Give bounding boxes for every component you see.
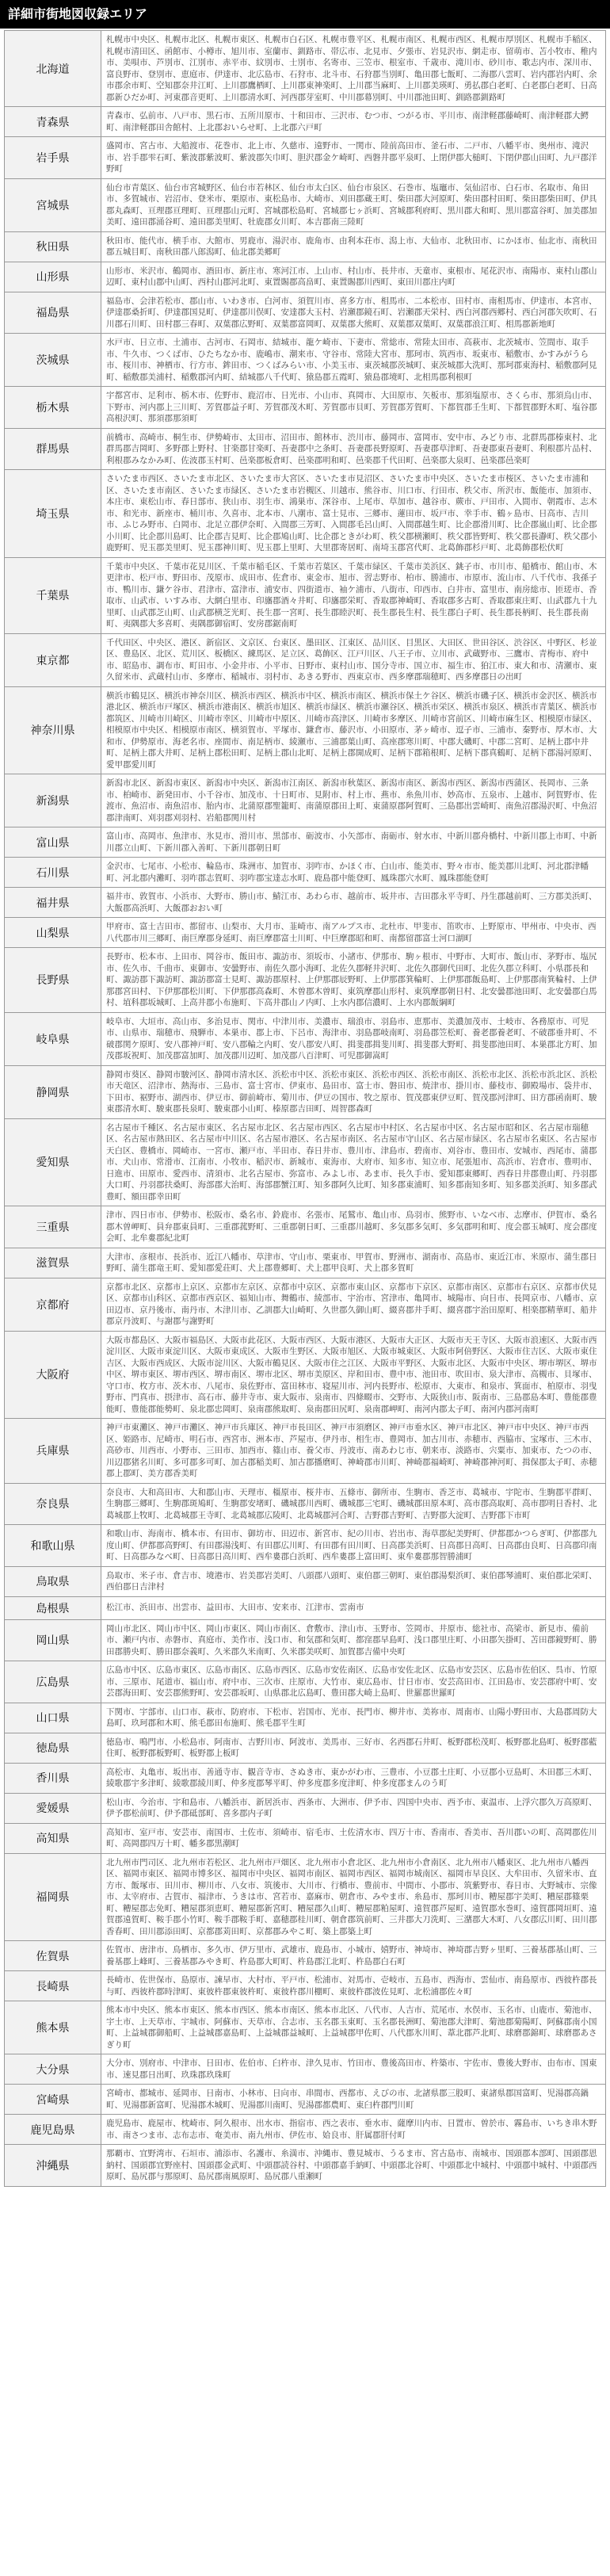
- prefecture-city-list: 京都市北区、京都市上京区、京都市左京区、京都市中京区、京都市東山区、京都市下京区、京都市南区、京都市右京区、京都市伏見区、京都市山科区、京都市西京区、福知山市、舞鶴市、綾部市、宇治市、宮津市、亀岡市、城陽市、向日市、長岡京市、八幡市、京田辺市、京丹後市、南丹市、木津川市、乙訓郡大山崎町、久世郡久御山町、綴喜郡井手町、綴喜郡宇治田原町、相楽郡精華町、船井郡京丹波町、与謝郡与謝野町: [101, 1278, 606, 1331]
- prefecture-city-list: 千代田区、中央区、港区、新宿区、文京区、台東区、墨田区、江東区、品川区、目黒区、大田区、世田谷区、渋谷区、中野区、杉並区、豊島区、北区、荒川区、板橋区、練馬区、足立区、葛飾区、江戸川区、八王子市、立川市、武蔵野市、三鷹市、青梅市、府中市、昭島市、調布市、町田市、小金井市、小平市、日野市、東村山市、国分寺市、国立市、福生市、狛江市、東大和市、清瀬市、東久留米市、武蔵村山市、多摩市、稲城市、羽村市、あきる野市、西東京市、西多摩郡瑞穂町、西多摩郡日の出町: [101, 633, 606, 686]
- prefecture-name: 岡山県: [5, 1619, 101, 1661]
- coverage-table-body: [5, 31, 606, 2187]
- prefecture-city-list: 福井市、敦賀市、小浜市、大野市、勝山市、鯖江市、あわら市、越前市、坂井市、吉田郡永平寺町、丹生郡越前町、三方郡美浜町、大飯郡高浜町、大飯郡おおい町: [101, 888, 606, 918]
- prefecture-row: [5, 1619, 606, 1661]
- prefecture-name: 佐賀県: [5, 1941, 101, 1971]
- prefecture-name: 愛媛県: [5, 1793, 101, 1823]
- prefecture-row: [5, 137, 606, 179]
- prefecture-city-list: 津市、四日市市、伊勢市、松阪市、桑名市、鈴鹿市、名張市、尾鷲市、亀山市、鳥羽市、熊野市、いなべ市、志摩市、伊賀市、桑名郡木曽岬町、員弁郡東員町、三重郡菰野町、三重郡朝日町、三重郡川越町、多気郡多気町、多気郡明和町、度会郡玉城町、度会郡度会町、北牟婁郡紀北町: [101, 1206, 606, 1248]
- prefecture-city-list: 水戸市、日立市、土浦市、古河市、石岡市、結城市、龍ケ崎市、下妻市、常総市、常陸太田市、高萩市、北茨城市、笠間市、取手市、牛久市、つくば市、ひたちなか市、鹿嶋市、潮来市、守谷市、常陸大宮市、那珂市、筑西市、坂東市、稲敷市、かすみがうら市、桜川市、神栖市、行方市、鉾田市、つくばみらい市、小美玉市、東茨城郡茨城町、東茨城郡大洗町、那珂郡東海村、稲敷郡阿見町、稲敷郡美浦村、稲敷郡河内町、結城郡八千代町、猿島郡五霞町、猿島郡境町、北相馬郡利根町: [101, 334, 606, 387]
- prefecture-name: 広島県: [5, 1661, 101, 1703]
- prefecture-name: 青森県: [5, 107, 101, 137]
- prefecture-name: 長崎県: [5, 1971, 101, 2001]
- prefecture-name: 茨城県: [5, 334, 101, 387]
- prefecture-city-list: 札幌市中央区、札幌市北区、札幌市東区、札幌市白石区、札幌市豊平区、札幌市南区、札幌市西区、札幌市厚別区、札幌市手稲区、札幌市清田区、函館市、小樽市、旭川市、室蘭市、釧路市、帯広市、北見市、夕張市、岩見沢市、網走市、留萌市、苫小牧市、稚内市、美唄市、芦別市、江別市、赤平市、紋別市、士別市、名寄市、三笠市、根室市、千歳市、滝川市、砂川市、歌志内市、深川市、富良野市、登別市、恵庭市、伊達市、北広島市、石狩市、北斗市、石狩郡当別町、亀田郡七飯町、二海郡八雲町、岩内郡岩内町、余市郡余市町、空知郡奈井江町、上川郡鷹栖町、上川郡東神楽町、上川郡当麻町、上川郡美瑛町、勇払郡白老町、白老郡白老町、日高郡新ひだか町、河東郡音更町、上川郡清水町、河西郡芽室町、中川郡幕別町、中川郡池田町、釧路郡釧路町: [101, 31, 606, 107]
- prefecture-city-list: 仙台市青葉区、仙台市宮城野区、仙台市若林区、仙台市太白区、仙台市泉区、石巻市、塩竈市、気仙沼市、白石市、名取市、角田市、多賀城市、岩沼市、登米市、栗原市、東松島市、大崎市、刈田郡蔵王町、柴田郡大河原町、柴田郡村田町、柴田郡柴田町、伊具郡丸森町、亘理郡亘理町、亘理郡山元町、宮城郡松島町、宮城郡七ヶ浜町、宮城郡利府町、黒川郡大和町、黒川郡富谷町、加美郡加美町、遠田郡涌谷町、遠田郡美里町、牡鹿郡女川町、本吉郡南三陸町: [101, 178, 606, 231]
- prefecture-city-list: 横浜市鶴見区、横浜市神奈川区、横浜市西区、横浜市中区、横浜市南区、横浜市保土ケ谷区、横浜市磯子区、横浜市金沢区、横浜市港北区、横浜市戸塚区、横浜市港南区、横浜市旭区、横浜市緑区、横浜市瀬谷区、横浜市栄区、横浜市泉区、横浜市青葉区、横浜市都筑区、川崎市川崎区、川崎市幸区、川崎市中原区、川崎市高津区、川崎市多摩区、川崎市宮前区、川崎市麻生区、相模原市緑区、相模原市中央区、相模原市南区、横須賀市、平塚市、鎌倉市、藤沢市、小田原市、茅ヶ崎市、逗子市、三浦市、秦野市、厚木市、大和市、伊勢原市、海老名市、座間市、南足柄市、綾瀬市、三浦郡葉山町、高座郡寒川町、中郡大磯町、中郡二宮町、足柄上郡中井町、足柄上郡大井町、足柄上郡松田町、足柄上郡山北町、足柄上郡開成町、足柄下郡箱根町、足柄下郡真鶴町、足柄下郡湯河原町、愛甲郡愛川町: [101, 686, 606, 774]
- prefecture-name: 石川県: [5, 858, 101, 888]
- prefecture-name: 滋賀県: [5, 1248, 101, 1278]
- prefecture-name: 山形県: [5, 262, 101, 292]
- prefecture-city-list: 山形市、米沢市、鶴岡市、酒田市、新庄市、寒河江市、上山市、村山市、長井市、天童市、東根市、尾花沢市、南陽市、東村山郡山辺町、東村山郡中山町、西村山郡河北町、東置賜郡高畠町、東置賜郡川西町、東田川郡庄内町: [101, 262, 606, 292]
- prefecture-row: [5, 1793, 606, 1823]
- prefecture-city-list: 福島市、会津若松市、郡山市、いわき市、白河市、須賀川市、喜多方市、相馬市、二本松市、田村市、南相馬市、伊達市、本宮市、伊達郡桑折町、伊達郡国見町、伊達郡川俣町、安達郡大玉村、岩瀬郡鏡石町、岩瀬郡天栄村、西白河郡西郷村、西白河郡矢吹町、石川郡石川町、田村郡三春町、双葉郡広野町、双葉郡富岡町、双葉郡大熊町、双葉郡双葉町、双葉郡浪江町、相馬郡新地町: [101, 292, 606, 334]
- prefecture-city-list: 広島市中区、広島市東区、広島市南区、広島市西区、広島市安佐南区、広島市安佐北区、広島市安芸区、広島市佐伯区、呉市、竹原市、三原市、尾道市、福山市、府中市、三次市、庄原市、大竹市、東広島市、廿日市市、安芸高田市、江田島市、安芸郡府中町、安芸郡海田町、安芸郡熊野町、安芸郡坂町、山県郡北広島町、豊田郡大崎上島町、世羅郡世羅町: [101, 1661, 606, 1703]
- prefecture-city-list: 松江市、浜田市、出雲市、益田市、大田市、安来市、江津市、雲南市: [101, 1596, 606, 1619]
- prefecture-row: [5, 686, 606, 774]
- prefecture-name: 大分県: [5, 2054, 101, 2085]
- prefecture-name: 千葉県: [5, 557, 101, 633]
- prefecture-name: 愛知県: [5, 1118, 101, 1206]
- prefecture-name: 徳島県: [5, 1733, 101, 1763]
- prefecture-row: [5, 387, 606, 429]
- page-header: [0, 0, 610, 29]
- prefecture-row: [5, 557, 606, 633]
- prefecture-row: [5, 1661, 606, 1703]
- prefecture-city-list: 盛岡市、宮古市、大船渡市、花巻市、北上市、久慈市、遠野市、一関市、陸前高田市、釜石市、二戸市、八幡平市、奥州市、滝沢市、岩手郡雫石町、紫波郡紫波町、紫波郡矢巾町、胆沢郡金ケ崎町、西磐井郡平泉町、上閉伊郡大槌町、下閉伊郡山田町、九戸郡洋野町: [101, 137, 606, 179]
- prefecture-name: 東京都: [5, 633, 101, 686]
- prefecture-city-list: 金沢市、七尾市、小松市、輪島市、珠洲市、加賀市、羽咋市、かほく市、白山市、能美市、野々市市、能美郡川北町、河北郡津幡町、河北郡内灘町、羽咋郡志賀町、羽咋郡宝達志水町、鹿島郡中能登町、鳳珠郡穴水町、鳳珠郡能登町: [101, 858, 606, 888]
- prefecture-name: 長野県: [5, 948, 101, 1013]
- prefecture-city-list: 富山市、高岡市、魚津市、氷見市、滑川市、黒部市、砺波市、小矢部市、南砺市、射水市、中新川郡舟橋村、中新川郡上市町、中新川郡立山町、下新川郡入善町、下新川郡朝日町: [101, 827, 606, 858]
- prefecture-city-list: 和歌山市、海南市、橋本市、有田市、御坊市、田辺市、新宮市、紀の川市、岩出市、海草郡紀美野町、伊都郡かつらぎ町、伊都郡九度山町、伊都郡高野町、有田郡湯浅町、有田郡広川町、有田郡有田川町、日高郡美浜町、日高郡日高町、日高郡由良町、日高郡印南町、日高郡みなべ町、日高郡日高川町、西牟婁郡白浜町、西牟婁郡上富田町、東牟婁郡那智勝浦町: [101, 1525, 606, 1567]
- prefecture-name: 静岡県: [5, 1065, 101, 1118]
- prefecture-name: 福島県: [5, 292, 101, 334]
- prefecture-name: 京都府: [5, 1278, 101, 1331]
- prefecture-row: [5, 1331, 606, 1419]
- prefecture-city-list: 名古屋市千種区、名古屋市東区、名古屋市北区、名古屋市西区、名古屋市中村区、名古屋市中区、名古屋市昭和区、名古屋市瑞穂区、名古屋市熱田区、名古屋市中川区、名古屋市港区、名古屋市南区、名古屋市守山区、名古屋市緑区、名古屋市名東区、名古屋市天白区、豊橋市、岡崎市、一宮市、瀬戸市、半田市、春日井市、豊川市、津島市、碧南市、刈谷市、豊田市、安城市、西尾市、蒲郡市、犬山市、常滑市、江南市、小牧市、稲沢市、新城市、東海市、大府市、知多市、知立市、尾張旭市、高浜市、岩倉市、豊明市、日進市、田原市、愛西市、清須市、北名古屋市、弥富市、みよし市、あま市、長久手市、愛知郡東郷町、西春日井郡豊山町、丹羽郡大口町、丹羽郡扶桑町、海部郡大治町、海部郡蟹江町、知多郡阿久比町、知多郡東浦町、知多郡南知多町、知多郡美浜町、知多郡武豊町、額田郡幸田町: [101, 1118, 606, 1206]
- prefecture-name: 熊本県: [5, 2001, 101, 2054]
- prefecture-name: 秋田県: [5, 231, 101, 262]
- prefecture-city-list: 奈良市、大和高田市、大和郡山市、天理市、橿原市、桜井市、五條市、御所市、生駒市、香芝市、葛城市、宇陀市、生駒郡平群町、生駒郡三郷町、生駒郡斑鳩町、生駒郡安堵町、磯城郡川西町、磯城郡三宅町、磯城郡田原本町、高市郡高取町、高市郡明日香村、北葛城郡上牧町、北葛城郡王寺町、北葛城郡広陵町、北葛城郡河合町、吉野郡吉野町、吉野郡大淀町、吉野郡下市町: [101, 1483, 606, 1525]
- prefecture-name: 奈良県: [5, 1483, 101, 1525]
- prefecture-name: 北海道: [5, 31, 101, 107]
- prefecture-city-list: 那覇市、宜野湾市、石垣市、浦添市、名護市、糸満市、沖縄市、豊見城市、うるま市、宮古島市、南城市、国頭郡本部町、国頭郡恩納村、国頭郡宜野座村、国頭郡金武町、中頭郡読谷村、中頭郡嘉手納町、中頭郡北谷町、中頭郡北中城村、中頭郡中城村、中頭郡西原町、島尻郡与那原町、島尻郡南風原町、島尻郡八重瀬町: [101, 2145, 606, 2187]
- page-title: 詳細市街地図収録エリア: [8, 6, 148, 21]
- prefecture-row: [5, 1763, 606, 1793]
- prefecture-city-list: 岡山市北区、岡山市中区、岡山市東区、岡山市南区、倉敷市、津山市、玉野市、笠岡市、井原市、総社市、高梁市、新見市、備前市、瀬戸内市、赤磐市、真庭市、美作市、浅口市、和気郡和気町、都窪郡早島町、浅口郡里庄町、小田郡矢掛町、苫田郡鏡野町、勝田郡勝央町、勝田郡奈義町、久米郡久米南町、久米郡美咲町、加賀郡吉備中央町: [101, 1619, 606, 1661]
- prefecture-row: [5, 1248, 606, 1278]
- prefecture-name: 福岡県: [5, 1853, 101, 1941]
- prefecture-city-list: 静岡市葵区、静岡市駿河区、静岡市清水区、浜松市中区、浜松市東区、浜松市西区、浜松市南区、浜松市北区、浜松市浜北区、浜松市天竜区、沼津市、熱海市、三島市、富士宮市、伊東市、島田市、富士市、磐田市、焼津市、掛川市、藤枝市、御殿場市、袋井市、下田市、裾野市、湖西市、伊豆市、御前崎市、菊川市、伊豆の国市、牧之原市、賀茂郡東伊豆町、賀茂郡河津町、田方郡函南町、駿東郡清水町、駿東郡長泉町、駿東郡小山町、榛原郡吉田町、周智郡森町: [101, 1065, 606, 1118]
- prefecture-row: [5, 2115, 606, 2145]
- prefecture-row: [5, 292, 606, 334]
- prefecture-row: [5, 2054, 606, 2085]
- prefecture-row: [5, 2085, 606, 2115]
- prefecture-row: [5, 1566, 606, 1596]
- prefecture-name: 富山県: [5, 827, 101, 858]
- prefecture-name: 神奈川県: [5, 686, 101, 774]
- prefecture-city-list: 秋田市、能代市、横手市、大館市、男鹿市、湯沢市、鹿角市、由利本荘市、潟上市、大仙市、北秋田市、にかほ市、仙北市、南秋田郡五城目町、南秋田郡八郎潟町、仙北郡美郷町: [101, 231, 606, 262]
- prefecture-name: 岩手県: [5, 137, 101, 179]
- prefecture-row: [5, 918, 606, 948]
- prefecture-name: 沖縄県: [5, 2145, 101, 2187]
- prefecture-row: [5, 1012, 606, 1065]
- prefecture-city-list: 青森市、弘前市、八戸市、黒石市、五所川原市、十和田市、三沢市、むつ市、つがる市、平川市、南津軽郡藤崎町、南津軽郡大鰐町、南津軽郡田舎館村、上北郡おいらせ町、上北郡六戸町: [101, 107, 606, 137]
- prefecture-name: 新潟県: [5, 774, 101, 827]
- prefecture-city-list: 熊本市中央区、熊本市東区、熊本市西区、熊本市南区、熊本市北区、八代市、人吉市、荒尾市、水俣市、玉名市、山鹿市、菊池市、宇土市、上天草市、宇城市、阿蘇市、天草市、合志市、玉名郡玉東町、玉名郡長洲町、菊池郡大津町、菊池郡菊陽町、阿蘇郡南小国町、上益城郡御船町、上益城郡嘉島町、上益城郡益城町、上益城郡甲佐町、八代郡氷川町、葦北郡芦北町、球磨郡錦町、球磨郡あさぎり町: [101, 2001, 606, 2054]
- prefecture-row: [5, 1853, 606, 1941]
- prefecture-row: [5, 1525, 606, 1567]
- prefecture-row: [5, 1419, 606, 1484]
- prefecture-city-list: 大分市、別府市、中津市、日田市、佐伯市、臼杵市、津久見市、竹田市、豊後高田市、杵築市、宇佐市、豊後大野市、由布市、国東市、速見郡日出町、玖珠郡玖珠町: [101, 2054, 606, 2085]
- prefecture-city-list: 大阪市都島区、大阪市福島区、大阪市此花区、大阪市西区、大阪市港区、大阪市大正区、大阪市天王寺区、大阪市浪速区、大阪市西淀川区、大阪市東淀川区、大阪市東成区、大阪市生野区、大阪市旭区、大阪市城東区、大阪市阿倍野区、大阪市住吉区、大阪市東住吉区、大阪市西成区、大阪市淀川区、大阪市鶴見区、大阪市住之江区、大阪市平野区、大阪市北区、大阪市中央区、堺市堺区、堺市中区、堺市東区、堺市西区、堺市南区、堺市北区、堺市美原区、岸和田市、豊中市、池田市、吹田市、泉大津市、高槻市、貝塚市、守口市、枚方市、茨木市、八尾市、泉佐野市、富田林市、寝屋川市、河内長野市、松原市、大東市、和泉市、箕面市、柏原市、羽曳野市、門真市、摂津市、高石市、藤井寺市、東大阪市、泉南市、四條畷市、交野市、大阪狭山市、阪南市、三島郡島本町、豊能郡豊能町、豊能郡能勢町、泉北郡忠岡町、泉南郡熊取町、泉南郡田尻町、泉南郡岬町、南河内郡太子町、南河内郡河南町: [101, 1331, 606, 1419]
- prefecture-name: 岐阜県: [5, 1012, 101, 1065]
- prefecture-name: 香川県: [5, 1763, 101, 1793]
- prefecture-row: [5, 1596, 606, 1619]
- prefecture-row: [5, 2145, 606, 2187]
- prefecture-row: [5, 178, 606, 231]
- prefecture-city-list: 高松市、丸亀市、坂出市、善通寺市、観音寺市、さぬき市、東かがわ市、三豊市、小豆郡土庄町、小豆郡小豆島町、木田郡三木町、綾歌郡宇多津町、綾歌郡綾川町、仲多度郡琴平町、仲多度郡多度津町、仲多度郡まんのう町: [101, 1763, 606, 1793]
- prefecture-city-list: 松山市、今治市、宇和島市、八幡浜市、新居浜市、西条市、大洲市、伊予市、四国中央市、西予市、東温市、上浮穴郡久万高原町、伊予郡松前町、伊予郡砥部町、喜多郡内子町: [101, 1793, 606, 1823]
- prefecture-row: [5, 262, 606, 292]
- prefecture-city-list: 鳥取市、米子市、倉吉市、境港市、岩美郡岩美町、八頭郡八頭町、東伯郡三朝町、東伯郡湯梨浜町、東伯郡琴浦町、東伯郡北栄町、西伯郡日吉津村: [101, 1566, 606, 1596]
- prefecture-city-list: 鹿児島市、鹿屋市、枕崎市、阿久根市、出水市、指宿市、西之表市、垂水市、薩摩川内市、日置市、曽於市、霧島市、いちき串木野市、南さつま市、志布志市、奄美市、南九州市、伊佐市、姶良市、肝属郡肝付町: [101, 2115, 606, 2145]
- prefecture-city-list: 岐阜市、大垣市、高山市、多治見市、関市、中津川市、美濃市、瑞浪市、羽島市、恵那市、美濃加茂市、土岐市、各務原市、可児市、山県市、瑞穂市、飛騨市、本巣市、郡上市、下呂市、海津市、羽島郡岐南町、羽島郡笠松町、養老郡養老町、不破郡垂井町、不破郡関ケ原町、安八郡神戸町、安八郡輪之内町、安八郡安八町、揖斐郡揖斐川町、揖斐郡大野町、揖斐郡池田町、本巣郡北方町、加茂郡坂祝町、加茂郡富加町、加茂郡川辺町、加茂郡八百津町、可児郡御嵩町: [101, 1012, 606, 1065]
- prefecture-row: [5, 1278, 606, 1331]
- prefecture-city-list: 新潟市北区、新潟市東区、新潟市中央区、新潟市江南区、新潟市秋葉区、新潟市南区、新潟市西区、新潟市西蒲区、長岡市、三条市、柏崎市、新発田市、小千谷市、加茂市、十日町市、見附市、村上市、燕市、糸魚川市、妙高市、五泉市、上越市、阿賀野市、佐渡市、魚沼市、南魚沼市、胎内市、北蒲原郡聖籠町、南蒲原郡田上町、東蒲原郡阿賀町、三島郡出雲崎町、南魚沼郡湯沢町、中魚沼郡津南町、刈羽郡刈羽村、岩船郡関川村: [101, 774, 606, 827]
- prefecture-name: 宮崎県: [5, 2085, 101, 2115]
- prefecture-row: [5, 231, 606, 262]
- prefecture-city-list: 佐賀市、唐津市、鳥栖市、多久市、伊万里市、武雄市、鹿島市、小城市、嬉野市、神埼市、神埼郡吉野ヶ里町、三養基郡基山町、三養基郡上峰町、三養基郡みやき町、杵島郡大町町、杵島郡江北町、杵島郡白石町: [101, 1941, 606, 1971]
- prefecture-row: [5, 428, 606, 470]
- prefecture-city-list: 長崎市、佐世保市、島原市、諫早市、大村市、平戸市、松浦市、対馬市、壱岐市、五島市、西海市、雲仙市、南島原市、西彼杵郡長与町、西彼杵郡時津町、東彼杵郡東彼杵町、東彼杵郡川棚町、東彼杵郡波佐見町、北松浦郡佐々町: [101, 1971, 606, 2001]
- prefecture-row: [5, 858, 606, 888]
- prefecture-row: [5, 1703, 606, 1733]
- prefecture-row: [5, 1483, 606, 1525]
- prefecture-row: [5, 633, 606, 686]
- prefecture-city-list: 北九州市門司区、北九州市若松区、北九州市戸畑区、北九州市小倉北区、北九州市小倉南区、北九州市八幡東区、北九州市八幡西区、福岡市東区、福岡市博多区、福岡市中央区、福岡市南区、福岡市西区、福岡市城南区、福岡市早良区、大牟田市、久留米市、直方市、飯塚市、田川市、柳川市、八女市、筑後市、大川市、行橋市、豊前市、中間市、小郡市、筑紫野市、春日市、大野城市、宗像市、太宰府市、古賀市、福津市、うきは市、宮若市、嘉麻市、朝倉市、みやま市、糸島市、那珂川市、糟屋郡宇美町、糟屋郡篠栗町、糟屋郡志免町、糟屋郡須恵町、糟屋郡新宮町、糟屋郡久山町、糟屋郡粕屋町、遠賀郡芦屋町、遠賀郡水巻町、遠賀郡岡垣町、遠賀郡遠賀町、鞍手郡小竹町、鞍手郡鞍手町、嘉穂郡桂川町、朝倉郡筑前町、三井郡大刀洗町、三潴郡大木町、八女郡広川町、田川郡香春町、田川郡添田町、京都郡苅田町、京都郡みやこ町、築上郡築上町: [101, 1853, 606, 1941]
- prefecture-city-list: 前橋市、高崎市、桐生市、伊勢崎市、太田市、沼田市、館林市、渋川市、藤岡市、富岡市、安中市、みどり市、北群馬郡榛東村、北群馬郡吉岡町、多野郡上野村、甘楽郡甘楽町、吾妻郡中之条町、吾妻郡長野原町、吾妻郡草津町、吾妻郡東吾妻町、利根郡片品村、利根郡みなかみ町、佐波郡玉村町、邑楽郡板倉町、邑楽郡明和町、邑楽郡千代田町、邑楽郡大泉町、邑楽郡邑楽町: [101, 428, 606, 470]
- prefecture-city-list: さいたま市西区、さいたま市北区、さいたま市大宮区、さいたま市見沼区、さいたま市中央区、さいたま市桜区、さいたま市浦和区、さいたま市南区、さいたま市緑区、さいたま市岩槻区、川越市、熊谷市、川口市、行田市、秩父市、所沢市、飯能市、加須市、本庄市、東松山市、春日部市、狭山市、羽生市、鴻巣市、深谷市、上尾市、草加市、越谷市、蕨市、戸田市、入間市、朝霞市、志木市、和光市、新座市、桶川市、久喜市、北本市、八潮市、富士見市、三郷市、蓮田市、坂戸市、幸手市、鶴ヶ島市、日高市、吉川市、ふじみ野市、白岡市、北足立郡伊奈町、入間郡三芳町、入間郡毛呂山町、入間郡越生町、比企郡滑川町、比企郡嵐山町、比企郡小川町、比企郡川島町、比企郡吉見町、比企郡鳩山町、比企郡ときがわ町、秩父郡横瀬町、秩父郡皆野町、秩父郡長瀞町、秩父郡小鹿野町、児玉郡美里町、児玉郡神川町、児玉郡上里町、大里郡寄居町、南埼玉郡宮代町、北葛飾郡杉戸町、北葛飾郡松伏町: [101, 470, 606, 558]
- prefecture-name: 大阪府: [5, 1331, 101, 1419]
- prefecture-name: 栃木県: [5, 387, 101, 429]
- prefecture-name: 群馬県: [5, 428, 101, 470]
- prefecture-city-list: 大津市、彦根市、長浜市、近江八幡市、草津市、守山市、栗東市、甲賀市、野洲市、湖南市、高島市、東近江市、米原市、蒲生郡日野町、蒲生郡竜王町、愛知郡愛荘町、犬上郡豊郷町、犬上郡甲良町、犬上郡多賀町: [101, 1248, 606, 1278]
- prefecture-city-list: 下関市、宇部市、山口市、萩市、防府市、下松市、岩国市、光市、長門市、柳井市、美祢市、周南市、山陽小野田市、大島郡周防大島町、玖珂郡和木町、熊毛郡田布施町、熊毛郡平生町: [101, 1703, 606, 1733]
- prefecture-name: 高知県: [5, 1823, 101, 1853]
- prefecture-name: 宮城県: [5, 178, 101, 231]
- prefecture-name: 山梨県: [5, 918, 101, 948]
- prefecture-row: [5, 827, 606, 858]
- prefecture-city-list: 神戸市東灘区、神戸市灘区、神戸市兵庫区、神戸市長田区、神戸市須磨区、神戸市垂水区、神戸市北区、神戸市中央区、神戸市西区、姫路市、尼崎市、明石市、西宮市、洲本市、芦屋市、伊丹市、相生市、豊岡市、加古川市、赤穂市、西脇市、宝塚市、三木市、高砂市、川西市、小野市、三田市、加西市、篠山市、養父市、丹波市、南あわじ市、朝来市、淡路市、宍粟市、加東市、たつの市、川辺郡猪名川町、多可郡多可町、加古郡稲美町、加古郡播磨町、神崎郡市川町、神崎郡福崎町、神崎郡神河町、揖保郡太子町、赤穂郡上郡町、美方郡香美町: [101, 1419, 606, 1484]
- prefecture-row: [5, 2001, 606, 2054]
- prefecture-city-list: 高知市、室戸市、安芸市、南国市、土佐市、須崎市、宿毛市、土佐清水市、四万十市、香南市、香美市、吾川郡いの町、高岡郡佐川町、高岡郡四万十町、幡多郡黒潮町: [101, 1823, 606, 1853]
- prefecture-row: [5, 1206, 606, 1248]
- prefecture-name: 埼玉県: [5, 470, 101, 558]
- prefecture-name: 福井県: [5, 888, 101, 918]
- prefecture-name: 鹿児島県: [5, 2115, 101, 2145]
- prefecture-name: 兵庫県: [5, 1419, 101, 1484]
- prefecture-row: [5, 31, 606, 107]
- prefecture-city-list: 宮崎市、都城市、延岡市、日南市、小林市、日向市、串間市、西都市、えびの市、北諸県郡三股町、東諸県郡国富町、児湯郡高鍋町、児湯郡新富町、児湯郡木城町、児湯郡川南町、児湯郡都農町、東臼杵郡門川町: [101, 2085, 606, 2115]
- prefecture-row: [5, 1065, 606, 1118]
- prefecture-row: [5, 334, 606, 387]
- prefecture-row: [5, 948, 606, 1013]
- prefecture-name: 島根県: [5, 1596, 101, 1619]
- prefecture-name: 山口県: [5, 1703, 101, 1733]
- prefecture-row: [5, 1971, 606, 2001]
- prefecture-city-list: 甲府市、富士吉田市、都留市、山梨市、大月市、韮崎市、南アルプス市、北杜市、甲斐市、笛吹市、上野原市、甲州市、中央市、西八代郡市川三郷町、南巨摩郡身延町、南巨摩郡富士川町、中巨摩郡昭和町、南都留郡富士河口湖町: [101, 918, 606, 948]
- prefecture-row: [5, 1733, 606, 1763]
- prefecture-row: [5, 1941, 606, 1971]
- prefecture-city-list: 宇都宮市、足利市、栃木市、佐野市、鹿沼市、日光市、小山市、真岡市、大田原市、矢板市、那須塩原市、さくら市、那須烏山市、下野市、河内郡上三川町、芳賀郡益子町、芳賀郡茂木町、芳賀郡市貝町、芳賀郡芳賀町、下都賀郡壬生町、下都賀郡野木町、塩谷郡高根沢町、那須郡那須町: [101, 387, 606, 429]
- prefecture-name: 鳥取県: [5, 1566, 101, 1596]
- prefecture-row: [5, 888, 606, 918]
- prefecture-row: [5, 1118, 606, 1206]
- prefecture-city-list: 千葉市中央区、千葉市花見川区、千葉市稲毛区、千葉市若葉区、千葉市緑区、千葉市美浜区、銚子市、市川市、船橋市、館山市、木更津市、松戸市、野田市、茂原市、成田市、佐倉市、東金市、旭市、習志野市、柏市、勝浦市、市原市、流山市、八千代市、我孫子市、鴨川市、鎌ケ谷市、君津市、富津市、浦安市、四街道市、袖ケ浦市、八街市、印西市、白井市、富里市、南房総市、匝瑳市、香取市、山武市、いすみ市、大網白里市、印旛郡酒々井町、印旛郡栄町、香取郡神崎町、香取郡多古町、香取郡東庄町、山武郡九十九里町、山武郡芝山町、山武郡横芝光町、長生郡一宮町、長生郡睦沢町、長生郡長生村、長生郡白子町、長生郡長柄町、長生郡長南町、夷隅郡大多喜町、夷隅郡御宿町、安房郡鋸南町: [101, 557, 606, 633]
- prefecture-name: 三重県: [5, 1206, 101, 1248]
- prefecture-city-list: 徳島市、鳴門市、小松島市、阿南市、吉野川市、阿波市、美馬市、三好市、名西郡石井町、板野郡松茂町、板野郡北島町、板野郡藍住町、板野郡板野町、板野郡上板町: [101, 1733, 606, 1763]
- prefecture-row: [5, 107, 606, 137]
- prefecture-city-list: 長野市、松本市、上田市、岡谷市、飯田市、諏訪市、須坂市、小諸市、伊那市、駒ヶ根市、中野市、大町市、飯山市、茅野市、塩尻市、佐久市、千曲市、東御市、安曇野市、南佐久郡小海町、北佐久郡軽井沢町、北佐久郡御代田町、北佐久郡立科町、小県郡長和町、諏訪郡下諏訪町、諏訪郡富士見町、諏訪郡原村、上伊那郡辰野町、上伊那郡箕輪町、上伊那郡飯島町、上伊那郡南箕輪村、上伊那郡宮田村、下伊那郡松川町、下伊那郡高森町、木曽郡木曽町、東筑摩郡山形村、東筑摩郡朝日村、北安曇郡池田町、北安曇郡白馬村、埴科郡坂城町、上高井郡小布施町、下高井郡山ノ内町、上水内郡信濃町、上水内郡飯綱町: [101, 948, 606, 1013]
- prefecture-row: [5, 1823, 606, 1853]
- prefecture-name: 和歌山県: [5, 1525, 101, 1567]
- coverage-table: [4, 30, 606, 2187]
- prefecture-row: [5, 470, 606, 558]
- prefecture-row: [5, 774, 606, 827]
